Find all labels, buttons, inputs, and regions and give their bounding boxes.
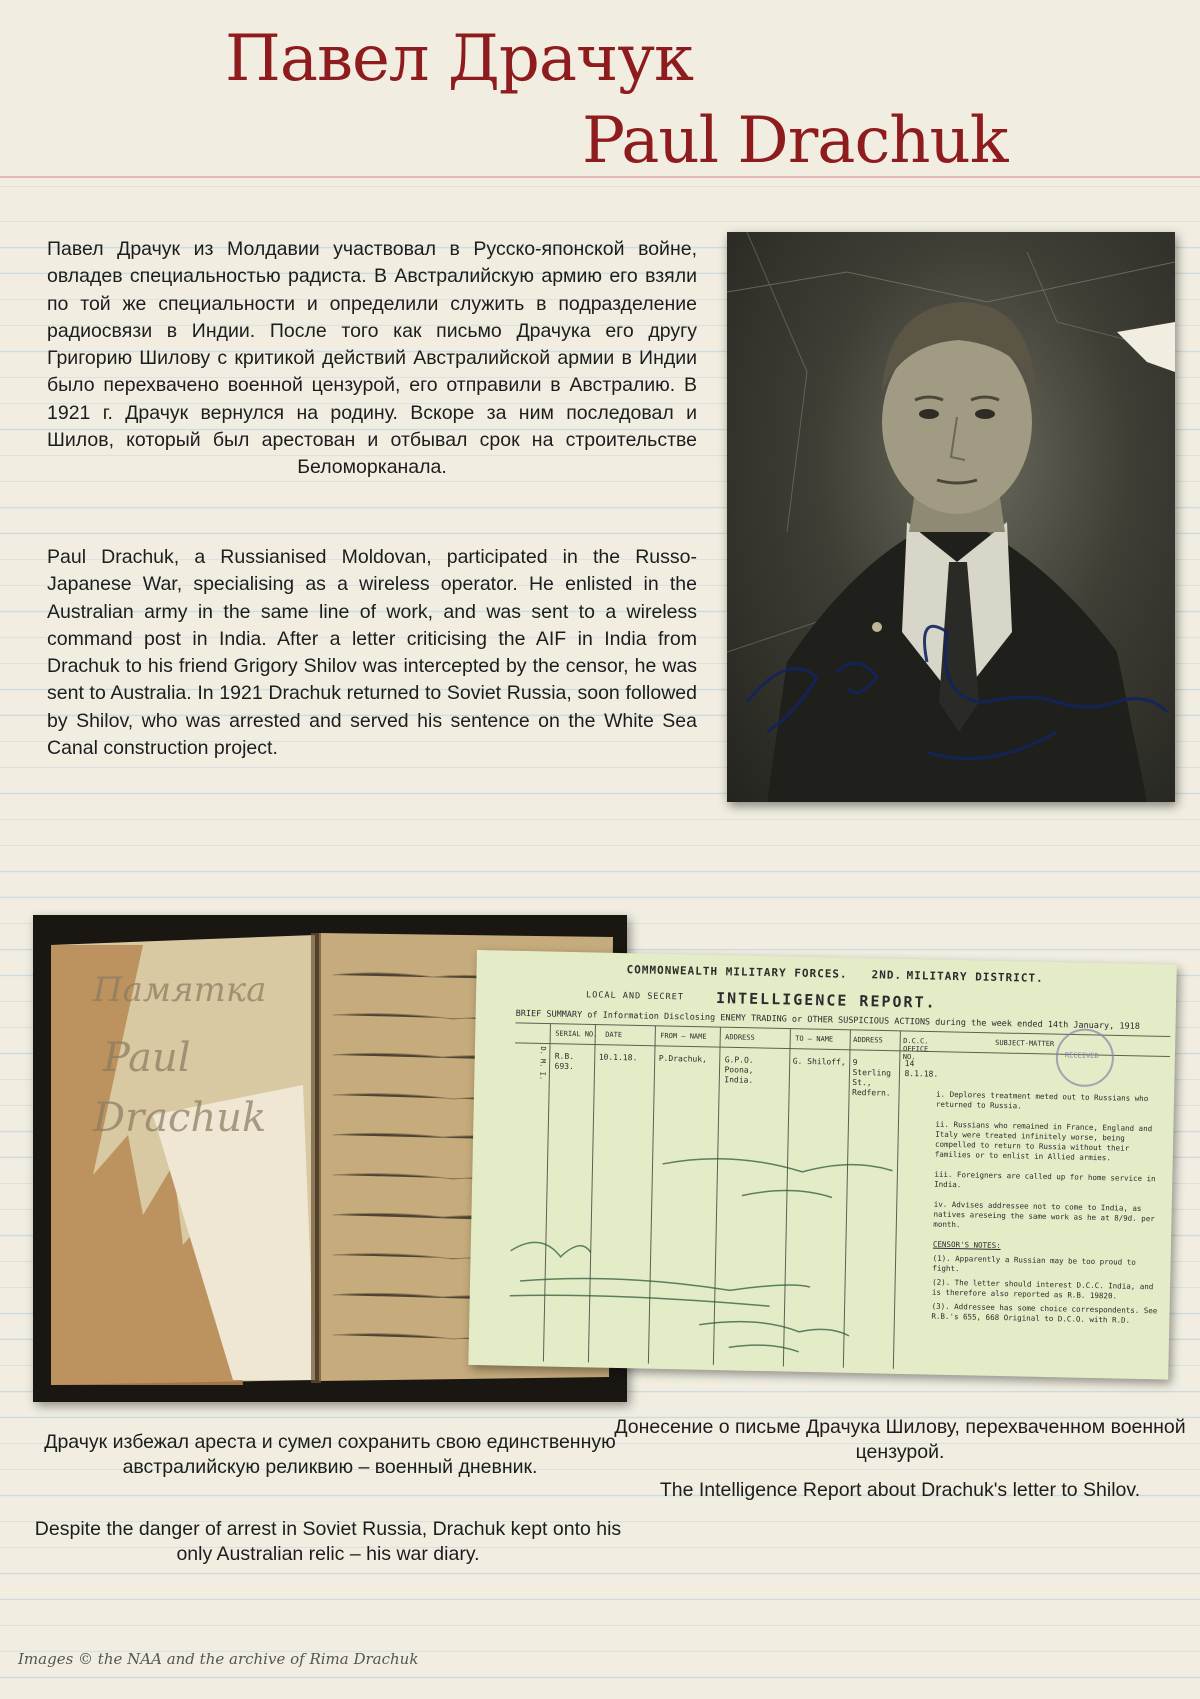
report-item-1: i. Deplores treatment meted out to Russians who returned to Russia. [935, 1089, 1149, 1111]
report-col-serial: SERIAL NO. [555, 1029, 598, 1039]
portrait-illustration [727, 232, 1175, 802]
russian-body-text: Павел Драчук из Молдавии участвовал в Русско-японской войне, овладев специальностью радиста. В Австралийскую армию его взяли по той же специальности и определили служить в подразделение радиосвязи в Индии. После того как письмо Драчука его другу Григорию Шилову с критикой действий Австралийской армии в Индии было перехвачено военной цензурой, его отправили в Австралию. В 1921 г. Драчук вернулся на родину. Вскоре за ним последовал и Шилов, который был арестован и отбывал срок на строительстве Беломорканала. [47, 238, 697, 479]
report-col-from-address: ADDRESS [725, 1033, 755, 1042]
diary-handwriting-1: Памятка [93, 970, 267, 1010]
portrait-photo [727, 232, 1175, 802]
report-item-2: ii. Russians who remained in France, England and Italy were treated infinitely worse, being compelled to return to Russia without their families or to enlist in Allied armies. [934, 1119, 1153, 1163]
report-header-right: MILITARY DISTRICT. [906, 969, 1044, 985]
report-subject-items [931, 1090, 1168, 1337]
diary-caption-english: Despite the danger of arrest in Soviet Russia, Drachuk kept onto his only Australian relic – his war diary. [34, 1518, 622, 1565]
diary-caption-russian: Драчук избежал ареста и сумел сохранить свою единственную австралийскую реликвию – военный дневник. [44, 1431, 616, 1478]
report-col-from-name: FROM – NAME [660, 1031, 707, 1041]
image-credit: Images © the NAA and the archive of Rima Drachuk [18, 1650, 419, 1668]
report-caption-russian: Донесение о письме Драчука Шилову, перехваченном военной цензурой. [614, 1416, 1186, 1463]
report-censor-note-2: (2). The letter should interest D.C.C. India, and is therefore also reported as R.B. 19820. [931, 1277, 1154, 1301]
report-cell-date: 10.1.18. [598, 1052, 638, 1063]
report-side-label: D. M. I. [538, 1046, 547, 1081]
report-caption-english: The Intelligence Report about Drachuk's letter to Shilov. [659, 1479, 1141, 1501]
report-cell-from-name: P.Drachuk, [658, 1053, 708, 1064]
report-header-mid: 2ND. [871, 968, 903, 982]
report-item-4: iv. Advises addressee not to come to India, as natives areseing the same work as he at 8/9d. per month. [933, 1199, 1155, 1230]
report-header-left: COMMONWEALTH MILITARY FORCES. [626, 963, 848, 981]
report-cell-from-address: G.P.O. Poona, India. [724, 1055, 754, 1085]
report-col-date: DATE [605, 1030, 623, 1040]
report-item-3: iii. Foreigners are called up for home service in India. [934, 1169, 1156, 1190]
report-cell-to-name: G. Shiloff, [792, 1056, 846, 1067]
english-body-text: Paul Drachuk, a Russianised Moldovan, participated in the Russo-Japanese War, specialising as a wireless operator. He enlisted in the Australian army in the same line of work, and was sent to a wireless command post in India. After a letter criticising the AIF in India from Drachuk to his friend Grigory Shilov was intercepted by the censor, he was sent to Australia. In 1921 Drachuk returned to Soviet Russia, soon followed by Shilov, who was arrested and served his sentence on the White Sea Canal construction project. [47, 546, 697, 760]
report-summary-line: BRIEF SUMMARY of Information Disclosing ENEMY TRADING or OTHER SUSPICIOUS ACTIONS during the week ended 14th January, 1918 [515, 1008, 1140, 1032]
report-stamp: RECEIVED [1064, 1051, 1099, 1061]
report-censor-heading: CENSOR'S NOTES: [932, 1239, 1001, 1251]
report-col-to-address: ADDRESS [853, 1035, 883, 1045]
report-censor-note-1: (1). Apparently a Russian may be too proud to fight. [932, 1253, 1136, 1274]
report-cell-office: 14 8.1.18. [904, 1058, 939, 1079]
report-cell-serial: R.B. 693. [554, 1051, 575, 1072]
diary-handwriting-2: Paul [103, 1035, 191, 1081]
report-classification: LOCAL AND SECRET [585, 990, 685, 1003]
report-col-office: D.C.C. OFFICE NO. [902, 1036, 929, 1062]
page-title-russian: Павел Драчук [225, 22, 693, 96]
diary-handwriting-3: Drachuk [93, 1095, 267, 1141]
report-col-subject: SUBJECT-MATTER [995, 1038, 1055, 1049]
report-censor-note-3: (3). Addressee has some choice correspondents. See R.B.'s 655, 668 Original to D.C.O. with R.D. [931, 1301, 1158, 1325]
page-title-english: Paul Drachuk [582, 104, 1008, 178]
report-col-to-name: TO – NAME [795, 1034, 834, 1044]
report-cell-to-address: 9 Sterling St., Redfern. [852, 1057, 892, 1098]
intelligence-report-photo [468, 950, 1177, 1380]
report-title: INTELLIGENCE REPORT. [715, 989, 937, 1012]
